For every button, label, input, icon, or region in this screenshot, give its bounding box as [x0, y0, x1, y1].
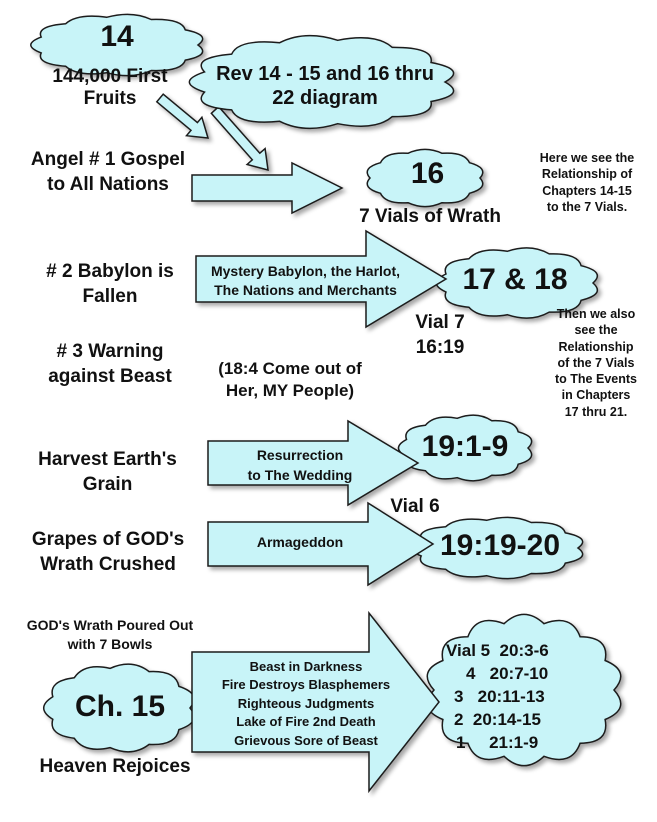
arrow-babylon-line: The Nations and Merchants	[214, 281, 397, 298]
note-top-line: to the 7 Vials.	[546, 199, 628, 214]
harvest-label	[15, 448, 200, 497]
vials-list-item: 1 21:1-9	[456, 732, 539, 752]
vials-list	[446, 640, 616, 755]
vials-list-item: 4 20:7-10	[466, 663, 549, 683]
warning-line: against Beast	[48, 365, 172, 387]
note-mid-line: to The Events	[555, 372, 637, 386]
cloud-ch15-label: Ch. 15	[74, 690, 166, 723]
angel-1-label	[8, 148, 208, 197]
arrow-armageddon-text: Armageddon	[256, 534, 344, 550]
cloud-14-number: 14	[100, 20, 134, 53]
cloud-19-19-20-label: 19:19-20	[439, 529, 561, 562]
vials-list-item: Vial 5 20:3-6	[446, 641, 549, 660]
babylon-line: # 2 Babylon is	[46, 261, 174, 282]
harvest-line: Harvest Earth's	[38, 449, 177, 470]
note-top-line: Relationship of	[541, 167, 633, 182]
cloud-17-18-label: 17 & 18	[462, 263, 568, 296]
wrath-poured-line: with 7 Bowls	[67, 635, 153, 652]
arrow-resurrection-line: Resurrection	[256, 447, 344, 463]
first-fruits-line: Fruits	[83, 87, 137, 109]
first-fruits-label	[20, 66, 200, 110]
cloud-16-number: 16	[410, 157, 445, 190]
angel-1-line: Angel # 1 Gospel	[30, 149, 186, 170]
babylon-label	[20, 260, 200, 309]
come-out-line: (18:4 Come out of	[218, 359, 362, 378]
grapes-line: Grapes of GOD's	[31, 529, 185, 550]
warning-line: # 3 Warning	[56, 341, 164, 362]
come-out-note	[200, 358, 380, 402]
vials-list-item: 2 20:14-15	[454, 709, 541, 729]
note-mid-line: Then we also	[556, 307, 636, 321]
note-mid-line: of the 7 Vials	[557, 355, 635, 370]
heaven-rejoices-label: Heaven Rejoices	[39, 756, 191, 777]
vial-6-label: Vial 6	[390, 496, 440, 517]
title-line: 22 diagram	[272, 87, 378, 109]
come-out-line: Her, MY People)	[225, 381, 355, 401]
bowl-judgment-item: Fire Destroys Blasphemers	[221, 677, 391, 693]
grapes-label	[8, 528, 208, 577]
vial-7-line: 16:19	[415, 336, 465, 358]
note-mid	[540, 306, 652, 420]
arrow-bowls-text	[196, 658, 416, 750]
bowl-judgment-item: Lake of Fire 2nd Death	[236, 714, 376, 730]
arrow-babylon-text	[198, 262, 413, 300]
harvest-line: Grain	[82, 473, 133, 495]
note-top	[518, 150, 656, 215]
arrow-babylon-line: Mystery Babylon, the Harlot,	[210, 263, 401, 279]
title-line: Rev 14 - 15 and 16 thru	[216, 63, 434, 85]
note-mid-line: in Chapters	[561, 388, 631, 403]
note-top-line: Here we see the	[539, 151, 635, 165]
bowl-judgment-item: Beast in Darkness	[249, 659, 363, 674]
bowl-judgment-item: Grievous Sore of Beast	[234, 732, 378, 748]
vials-of-wrath-caption: 7 Vials of Wrath	[359, 206, 501, 227]
vial-7-label	[395, 311, 485, 360]
wrath-poured-label	[10, 616, 210, 654]
babylon-line: Fallen	[82, 285, 138, 307]
note-mid-line: 17 thru 21.	[564, 404, 628, 419]
note-mid-line: Relationship	[558, 339, 634, 354]
bowl-judgment-item: Righteous Judgments	[237, 695, 375, 711]
vial-7-line: Vial 7	[415, 312, 465, 333]
diagram-title	[205, 62, 445, 110]
note-mid-line: see the	[574, 323, 618, 338]
note-top-line: Chapters 14-15	[542, 183, 632, 198]
arrow-resurrection-text	[215, 446, 385, 485]
cloud-19-1-9-label: 19:1-9	[421, 430, 509, 463]
grapes-line: Wrath Crushed	[40, 553, 176, 575]
vials-list-item: 3 20:11-13	[454, 686, 545, 706]
angel-1-line: to All Nations	[47, 173, 169, 195]
wrath-poured-line: GOD's Wrath Poured Out	[26, 617, 194, 633]
arrow-resurrection-line: to The Wedding	[247, 466, 353, 483]
first-fruits-line: 144,000 First	[52, 66, 168, 87]
warning-label	[20, 340, 200, 389]
